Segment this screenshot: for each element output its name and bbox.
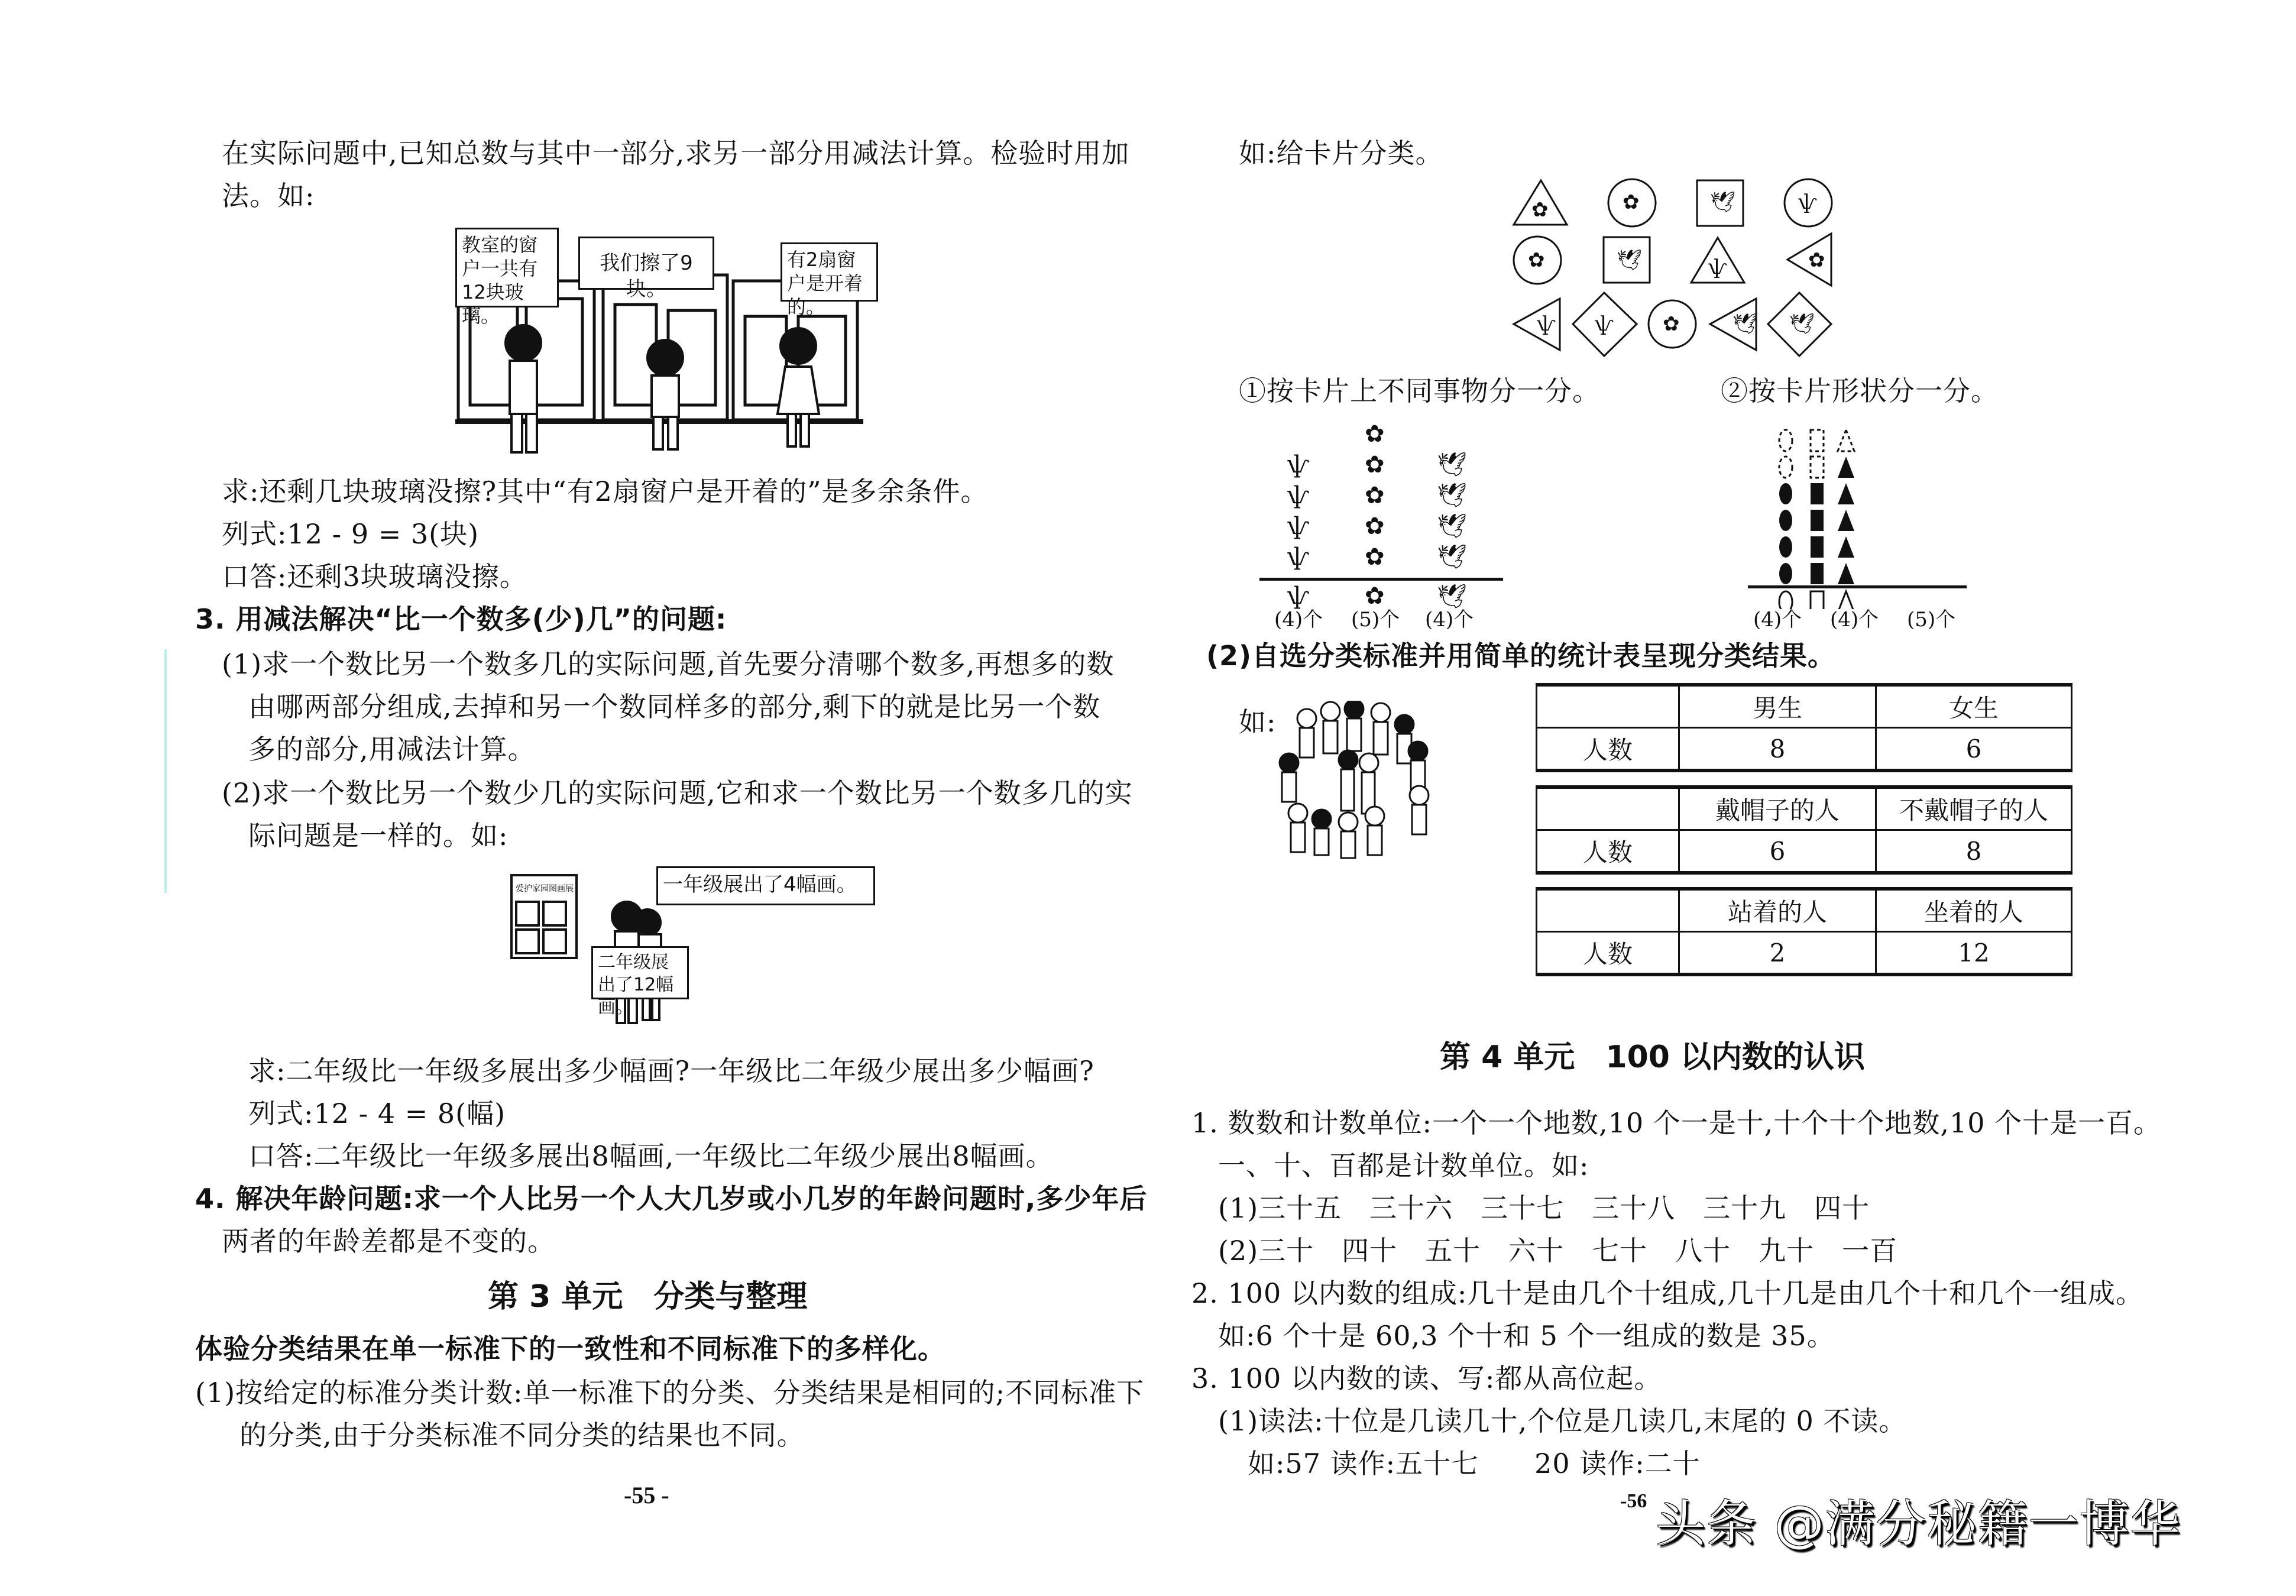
children-circle-illustration (1271, 701, 1449, 860)
unit-4-s2-line2: 如:6 个十是 60,3 个十和 5 个一组成的数是 35。 (1218, 1320, 1835, 1352)
table-header-boys: 男生 (1679, 685, 1876, 728)
bird-label-icon: 🕊 (1437, 583, 1467, 610)
unit-3-item1-line2: 的分类,由于分类标准不同分类的结果也不同。 (239, 1419, 805, 1451)
intro-line-2: 法。如: (222, 180, 315, 212)
bird-icon: 🕊 (1789, 312, 1815, 336)
watermark: 头条 @满分秘籍一博华 (1656, 1495, 2181, 1553)
bird-icon: 🕊 (1617, 248, 1643, 272)
speech-bubble-total: 教室的窗户一共有12块玻璃。 (455, 228, 559, 307)
speech-bubble-cleaned: 我们擦了9块。 (578, 237, 714, 290)
painting-answer: 口答:二年级比一年级多展出8幅画,一年级比二年级少展出8幅画。 (248, 1140, 1054, 1172)
count-circle: (4)个 (1753, 608, 1802, 632)
table-cell-without-hat: 8 (1876, 830, 2072, 873)
table-header-with-hat: 戴帽子的人 (1679, 787, 1876, 830)
flower-icon: ✿ (1531, 198, 1549, 222)
grass-icon: ѱ (1595, 312, 1614, 336)
table-row-label: 人数 (1537, 728, 1679, 771)
exhibition-board-title: 爱护家园图画展 (516, 884, 574, 893)
unit-4-s1-line1: 1. 数数和计数单位:一个一个地数,10 个一是十,十个十个地数,10 个十是一百。 (1191, 1107, 2162, 1139)
table-cell-standing: 2 (1679, 932, 1876, 975)
grass-label-icon: ѱ (1288, 582, 1310, 610)
unit-3-title: 第 3 单元 分类与整理 (488, 1279, 808, 1315)
stats-table-gender (1536, 683, 2072, 772)
speech-bubble-open: 有2扇窗户是开着的。 (781, 242, 878, 302)
unit-4-s3-line2: (1)读法:十位是几读几十,个位是几读几,末尾的 0 不读。 (1218, 1405, 1907, 1437)
cards-intro: 如:给卡片分类。 (1239, 137, 1443, 169)
count-bird: (4)个 (1425, 608, 1474, 632)
table-header-standing: 站着的人 (1679, 889, 1876, 932)
sort-by-shape-label: ②按卡片形状分一分。 (1721, 375, 1999, 407)
count-rectangle: (4)个 (1830, 608, 1879, 632)
bird-icon: 🕊 (1710, 190, 1736, 214)
flower-column: ✿ ✿ ✿ ✿ ✿ (1365, 420, 1385, 571)
table-header-empty (1537, 787, 1679, 830)
window-formula: 列式:12 - 9 = 3(块) (222, 518, 480, 550)
stats-table-posture (1536, 887, 2072, 976)
table-header-empty (1537, 685, 1679, 728)
grass-icon: ѱ (1799, 190, 1817, 214)
unit-3-item1-line1: (1)按给定的标准分类计数:单一标准下的分类、分类结果是相同的;不同标准下 (195, 1377, 1145, 1409)
unit-4-title: 第 4 单元 100 以内数的认识 (1440, 1040, 1866, 1075)
page-number-left: -55 - (624, 1482, 669, 1508)
flower-icon: ✿ (1623, 190, 1640, 214)
people-example-label: 如: (1239, 706, 1277, 738)
speech-bubble-grade2: 二年级展出了12幅画。 (591, 946, 689, 999)
margin-line (164, 649, 167, 893)
card-glyphs (1490, 166, 1874, 367)
table-header-girls: 女生 (1876, 685, 2072, 728)
unit-4-s3-line1: 3. 100 以内数的读、写:都从高位起。 (1191, 1362, 1662, 1394)
section-3-item1-line1: (1)求一个数比另一个数多几的实际问题,首先要分清哪个数多,再想多的数 (222, 648, 1115, 680)
section-4-line2: 两者的年龄差都是不变的。 (222, 1225, 555, 1257)
bird-column: 🕊 🕊 🕊 🕊 (1437, 451, 1467, 571)
unit-4-s1-example1: (1)三十五 三十六 三十七 三十八 三十九 四十 (1218, 1192, 1870, 1224)
sort-by-item-pictograph (1259, 414, 1508, 609)
window-question: 求:还剩几块玻璃没擦?其中“有2扇窗户是开着的”是多余条件。 (222, 475, 989, 507)
baseline (1259, 578, 1503, 581)
table-row-label: 人数 (1537, 932, 1679, 975)
table-row-label: 人数 (1537, 830, 1679, 873)
unit-4-s3-line3: 如:57 读作:五十七 20 读作:二十 (1248, 1448, 1701, 1480)
sort-by-item-label: ①按卡片上不同事物分一分。 (1239, 375, 1600, 407)
flower-icon: ✿ (1528, 248, 1545, 272)
section-3-item2-line1: (2)求一个数比另一个数少几的实际问题,它和求一个数比另一个数多几的实 (222, 777, 1133, 809)
table-cell-sitting: 12 (1876, 932, 2072, 975)
count-grass: (4)个 (1274, 608, 1323, 632)
count-flower: (5)个 (1351, 608, 1400, 632)
bird-icon: 🕊 (1732, 312, 1759, 336)
table-cell-girls: 6 (1876, 728, 2072, 771)
stats-table-hats (1536, 785, 2072, 875)
flower-icon: ✿ (1808, 248, 1825, 272)
flower-label-icon: ✿ (1365, 582, 1385, 610)
table-header-without-hat: 不戴帽子的人 (1876, 787, 2072, 830)
section-3-title: 3. 用减法解决“比一个数多(少)几”的问题: (195, 603, 727, 635)
table-cell-boys: 8 (1679, 728, 1876, 771)
grass-column: ѱ ѱ ѱ ѱ (1288, 451, 1310, 571)
section-3-item2-line2: 际问题是一样的。如: (248, 820, 509, 852)
page-number-right: -56 (1620, 1490, 1647, 1512)
section-3-item1-line3: 多的部分,用减法计算。 (248, 733, 536, 765)
window-answer: 口答:还剩3块玻璃没擦。 (222, 561, 527, 593)
section-3-item1-line2: 由哪两部分组成,去掉和另一个数同样多的部分,剩下的就是比另一个数 (248, 691, 1101, 723)
table-header-sitting: 坐着的人 (1876, 889, 2072, 932)
table-header-empty (1537, 889, 1679, 932)
painting-question: 求:二年级比一年级多展出多少幅画?一年级比二年级少展出多少幅画? (248, 1055, 1094, 1087)
section-2-title: (2)自选分类标准并用简单的统计表呈现分类结果。 (1206, 640, 1836, 672)
intro-line-1: 在实际问题中,已知总数与其中一部分,求另一部分用减法计算。检验时用加 (222, 137, 1130, 169)
grass-icon: ѱ (1537, 312, 1556, 336)
sort-by-shape-pictograph (1744, 414, 1981, 609)
table-cell-with-hat: 6 (1679, 830, 1876, 873)
grass-icon: ѱ (1709, 255, 1727, 279)
flower-icon: ✿ (1663, 312, 1680, 336)
section-4-line1: 4. 解决年龄问题:求一个人比另一个人大几岁或小几岁的年龄问题时,多少年后 (195, 1183, 1148, 1215)
speech-bubble-grade1: 一年级展出了4幅画。 (656, 866, 875, 905)
painting-formula: 列式:12 - 4 = 8(幅) (248, 1098, 506, 1129)
count-triangle: (5)个 (1907, 608, 1956, 632)
unit-4-s2-line1: 2. 100 以内数的组成:几十是由几个十组成,几十几是由几个十和几个一组成。 (1191, 1277, 2144, 1309)
unit-3-summary: 体验分类结果在单一标准下的一致性和不同标准下的多样化。 (195, 1333, 945, 1365)
unit-4-s1-line2: 一、十、百都是计数单位。如: (1218, 1150, 1589, 1181)
unit-4-s1-example2: (2)三十 四十 五十 六十 七十 八十 九十 一百 (1218, 1235, 1898, 1267)
